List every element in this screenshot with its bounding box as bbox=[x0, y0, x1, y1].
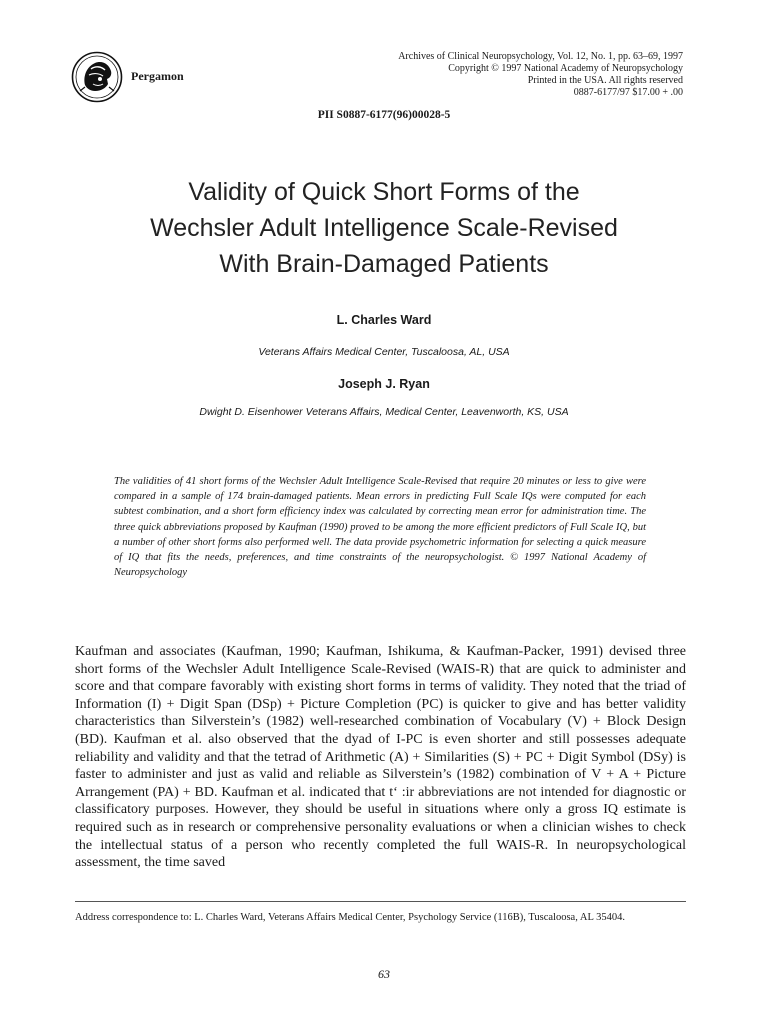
journal-issn-price: 0887-6177/97 $17.00 + .00 bbox=[573, 87, 683, 98]
body-text bbox=[75, 643, 686, 872]
title-line-2: Wechsler Adult Intelligence Scale-Revised bbox=[150, 214, 618, 242]
page-number: 63 bbox=[378, 967, 390, 981]
correspondence-footnote: Address correspondence to: L. Charles Ward, Veterans Affairs Medical Center, Psychology Service (116B), Tuscaloosa, AL 35404. bbox=[75, 912, 625, 923]
abstract: The validities of 41 short forms of the Wechsler Adult Intelligence Scale-Revised that require 20 minutes or less to give were compared in a sample of 174 brain-damaged patients. Mean errors in predicting Full Scale IQs were computed for each subtest combination, and a short form efficiency index was calculated by correcting mean error for administration time. The three quick abbreviations proposed by Kaufman (1990) proved to be among the more efficient predictors of Full Scale IQ, but a number of other short forms also performed well. The data provide psychometric information for selecting a quick measure of IQ that fits the needs, preferences, and time constraints of the neuropsychologist. © 1997 National Academy of Neuropsychology bbox=[114, 476, 646, 579]
journal-rights: Printed in the USA. All rights reserved bbox=[527, 75, 683, 86]
body-paragraph: Kaufman and associates (Kaufman, 1990; Kaufman, Ishikuma, & Kaufman-Packer, 1991) devised three short forms of the Wechsler Adult Intelligence Scale-Revised (WAIS-R) that are quick to administer and score and that compare favorably with existing short forms in terms of validity. They noted that the triad of Information (I) + Digit Span (DSp) + Picture Completion (PC) is quicker to give and has better validity characteristics than Silverstein’s (1982) well-researched combination of Vocabulary (V) + Block Design (BD). Kaufman et al. also observed that the dyad of I-PC is even shorter and still possesses adequate reliability and validity and that the tetrad of Arithmetic (A) + Similarities (S) + PC + Digit Symbol (DSy) is faster to administer and just as valid and reliable as Silverstein’s (1982) combination of V + A + Picture Arrangement (PA) + BD. Kaufman et al. indicated that t‘ :ir abbreviations are not intended for diagnostic or classificatory purposes. However, they should be useful in situations where only a gross IQ estimate is required such as in research or comprehensive personality evaluations or when a clinician wishes to check the intellectual status of a person who recently completed the full WAIS-R. In neuropsychological assessment, the time saved bbox=[75, 644, 686, 871]
journal-citation: Archives of Clinical Neuropsychology, Vol. 12, No. 1, pp. 63–69, 1997 bbox=[398, 51, 683, 62]
author-name: Joseph J. Ryan bbox=[338, 377, 430, 391]
footnote-divider bbox=[75, 901, 686, 902]
author-affiliation: Veterans Affairs Medical Center, Tuscaloosa, AL, USA bbox=[258, 346, 510, 358]
journal-meta bbox=[303, 51, 683, 99]
author-affiliation: Dwight D. Eisenhower Veterans Affairs, Medical Center, Leavenworth, KS, USA bbox=[199, 406, 569, 418]
article-title bbox=[60, 174, 708, 282]
publisher-name: Pergamon bbox=[131, 69, 184, 83]
title-line-1: Validity of Quick Short Forms of the bbox=[188, 178, 580, 206]
title-line-3: With Brain-Damaged Patients bbox=[219, 250, 549, 278]
author-name: L. Charles Ward bbox=[336, 313, 432, 327]
pergamon-logo-icon bbox=[71, 51, 123, 103]
journal-copyright: Copyright © 1997 National Academy of Neuropsychology bbox=[448, 63, 683, 74]
pii-identifier: PII S0887-6177(96)00028-5 bbox=[317, 109, 451, 121]
